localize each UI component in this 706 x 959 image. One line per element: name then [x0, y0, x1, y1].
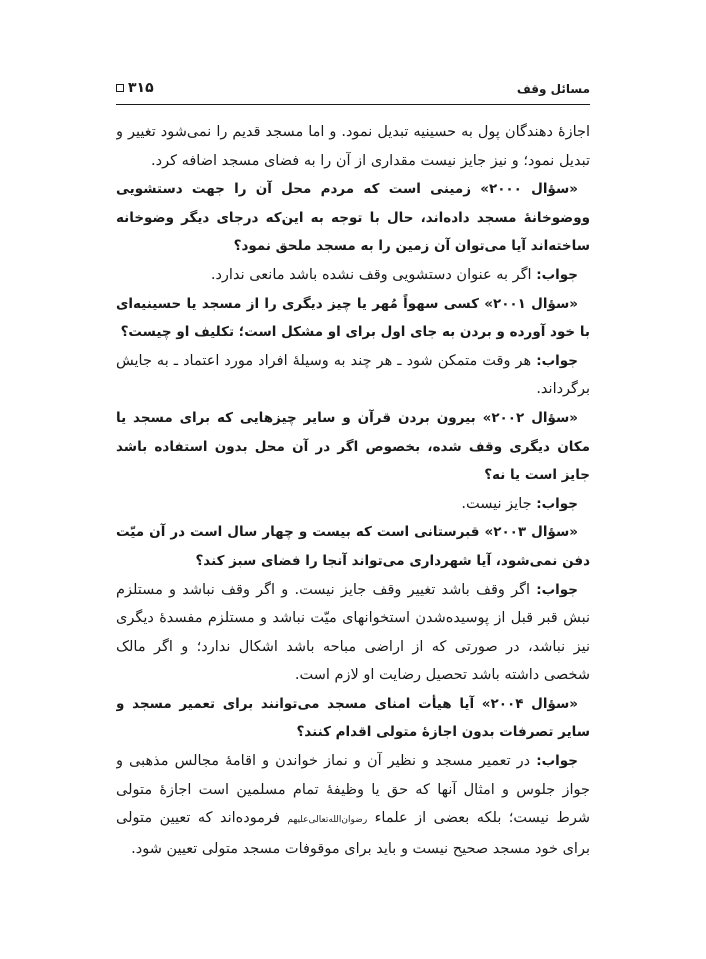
- answer-2002: [116, 490, 590, 519]
- answer-label: جواب:: [536, 495, 578, 512]
- answer-text: در تعمیر مسجد و نظیر آن و نماز خواندن و اقامهٔ مجالس مذهبی و جواز جلوس و امثال آنها که حق یا وظیفهٔ تمام مسلمین است اجازهٔ متولی شرط نیست؛ بلکه بعضی از علماء: [116, 753, 590, 827]
- answer-text: اگر وقف باشد تغییر وقف جایز نیست. و اگر وقف نباشد و مستلزم نبش قبر قبل از پوسیده‌شدن استخوانهای میّت نباشد و مستلزم مفسدهٔ دیگری نیز نباشد، در صورتی که از اراضی مباحه باشد اشکال ندارد؛ و اگر مالک شخصی داشته باشد تحصیل رضایت او لازم است.: [116, 581, 590, 684]
- answer-label: جواب:: [536, 352, 578, 369]
- page-body: [116, 118, 590, 899]
- answer-2003: [116, 576, 590, 690]
- header-divider: [116, 104, 590, 105]
- answer-text: فرموده‌اند که تعیین متولی برای خود مسجد صحیح نیست و باید برای موقوفات مسجد متولی تعیین شود.: [116, 810, 590, 857]
- answer-2004: [116, 747, 590, 863]
- question-2001: «سؤال ۲۰۰۱» کسی سهواً مُهر یا چیز دیگری را از مسجد یا حسینیه‌ای با خود آورده و بردن به جای اول برای او مشکل است؛ تکلیف او چیست؟: [116, 295, 590, 341]
- answer-label: جواب:: [536, 753, 578, 770]
- answer-text: اگر به عنوان دستشویی وقف نشده باشد مانعی ندارد.: [210, 266, 537, 283]
- page-number: ۳۱۵: [128, 80, 154, 96]
- answer-label: جواب:: [536, 581, 578, 598]
- question-2000: «سؤال ۲۰۰۰» زمینی است که مردم محل آن را جهت دستشویی ووضوخانهٔ مسجد داده‌اند، حال با توجه به این‌که درجای دیگر وضوخانه ساخته‌اند آیا می‌توان آن زمین را به مسجد ملحق نمود؟: [116, 181, 590, 255]
- paragraph-continuation: اجازهٔ دهندگان پول به حسینیه تبدیل نمود. و اما مسجد قدیم را نمی‌شود تغییر و تبدیل نمود؛ و نیز جایز نیست مقداری از آن را به فضای مسجد اضافه کرد.: [116, 124, 590, 169]
- answer-label: جواب:: [536, 266, 578, 283]
- running-title: مسائل وقف: [516, 82, 590, 96]
- answer-text: جایز نیست.: [461, 495, 537, 512]
- page-number-block: [116, 80, 154, 96]
- square-icon: [116, 84, 124, 92]
- question-2004: «سؤال ۲۰۰۴» آیا هیأت امنای مسجد می‌توانند برای تعمیر مسجد و سایر تصرفات بدون اجازهٔ متولی اقدام کنند؟: [116, 695, 590, 741]
- question-2003: «سؤال ۲۰۰۳» قبرستانی است که بیست و چهار سال است در آن میّت دفن نمی‌شود، آیا شهرداری می‌تواند آنجا را فضای سبز کند؟: [116, 524, 590, 569]
- honorific: رضوان‌الله‌تعالی‌علیهم: [287, 815, 368, 826]
- question-2002: «سؤال ۲۰۰۲» بیرون بردن قرآن و سایر چیزهایی که برای مسجد یا مکان دیگری وقف شده، بخصوص اگر در آن محل بدون استفاده باشد جایز است یا نه؟: [116, 409, 590, 484]
- answer-2001: [116, 347, 590, 404]
- answer-2000: [116, 261, 590, 290]
- running-header: [116, 80, 590, 102]
- answer-text: هر وقت متمکن شود ـ هر چند به وسیلهٔ افراد مورد اعتماد ـ به جایش برگرداند.: [116, 352, 590, 398]
